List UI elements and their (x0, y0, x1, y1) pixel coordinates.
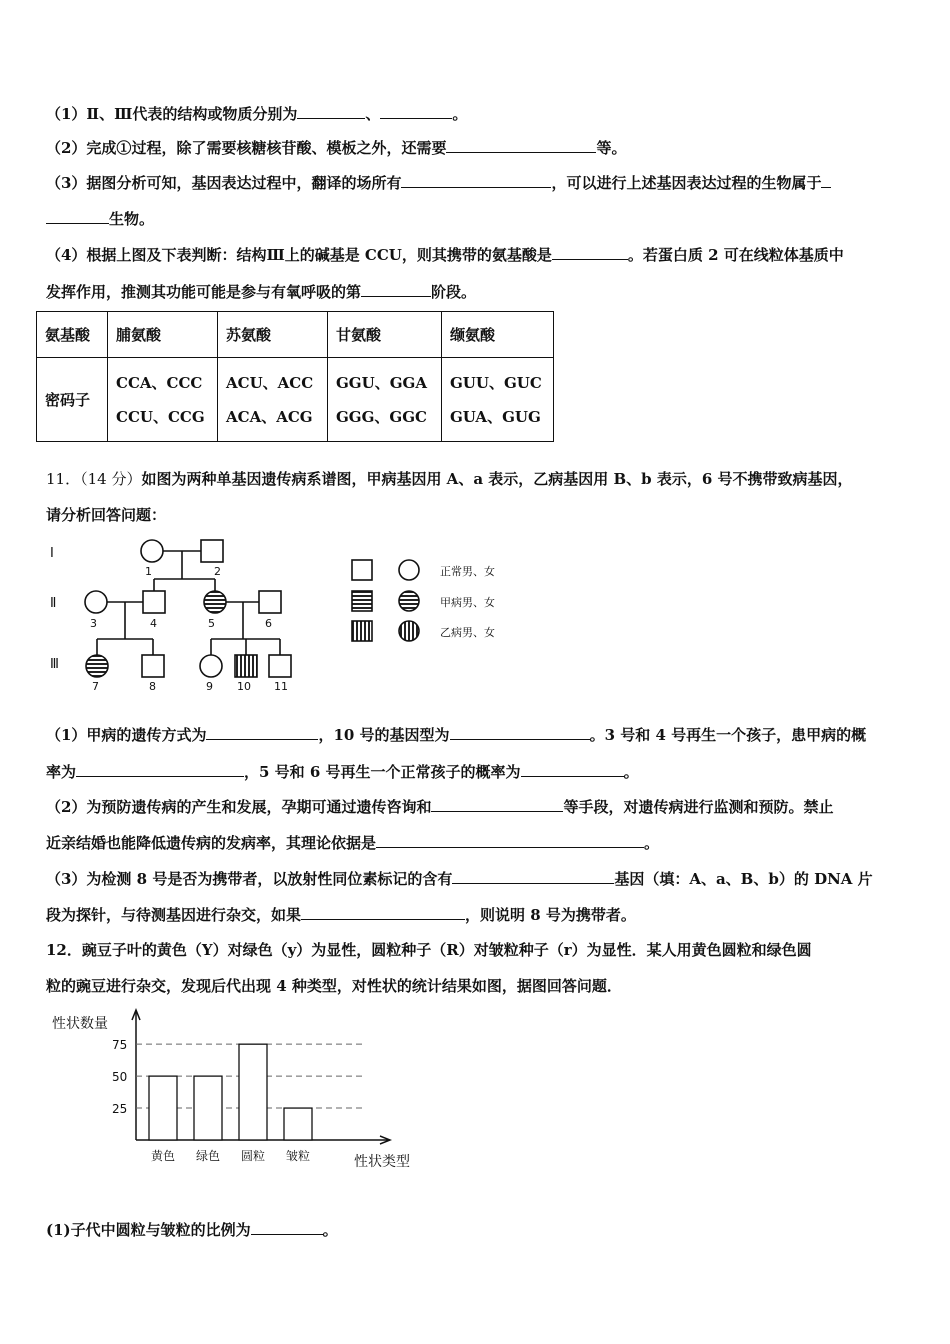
individual-1 (141, 540, 163, 562)
x-tick-label-黄色: 黄色 (150, 1149, 176, 1163)
svg-text:2: 2 (214, 565, 221, 578)
q11-part2: （2）为预防遗传病的产生和发展，孕期可通过遗传咨询和 等手段，对遗传病进行监测和预防。禁止 (46, 798, 834, 816)
svg-text:4: 4 (150, 617, 157, 630)
answer-blank[interactable] (46, 208, 109, 224)
legend-disease-a-female (399, 591, 419, 611)
svg-text:5: 5 (208, 617, 215, 630)
legend-normal-male (352, 560, 372, 580)
pedigree-figure (40, 535, 540, 695)
q11-part1-cont: 率为 ，5 号和 6 号再生一个正常孩子的概率为 。 (46, 763, 639, 781)
individual-9 (200, 655, 222, 677)
legend-disease-b-male (352, 621, 372, 641)
q12-intro-cont: 粒的豌豆进行杂交，发现后代出现 4 种类型，对性状的统计结果如图，据图回答问题． (46, 977, 622, 995)
answer-blank[interactable] (76, 761, 244, 777)
svg-text:11: 11 (274, 680, 288, 693)
answer-blank[interactable] (251, 1219, 323, 1235)
x-tick-label-绿色: 绿色 (195, 1149, 221, 1163)
answer-blank[interactable] (452, 868, 614, 884)
chart-ylabel: 性状数量 (52, 1016, 108, 1032)
y-tick-label-50: 50 (112, 1070, 128, 1085)
q10-part3-cont: 生物。 (46, 208, 154, 229)
bar-圆粒 (239, 1044, 267, 1140)
chart-xlabel: 性状类型 (354, 1154, 410, 1170)
trait-bar-chart (40, 1008, 440, 1178)
codon-table (36, 311, 554, 442)
q11-intro-cont: 请分析回答问题： (46, 506, 167, 524)
q11-part3: （3）为检测 8 号是否为携带者，以放射性同位素标记的含有 基因（填：A、a、B、b）的 DNA 片 (46, 870, 873, 888)
gen-label-1: Ⅰ (50, 546, 54, 561)
answer-blank[interactable] (361, 281, 431, 297)
bar-黄色 (149, 1076, 177, 1140)
answer-blank[interactable] (301, 904, 465, 920)
legend-disease-b-label: 乙病男、女 (440, 626, 495, 639)
individual-6 (259, 591, 281, 613)
legend-disease-a-male (352, 591, 372, 611)
table-row-head: 氨基酸 (37, 312, 108, 358)
q10-part4-cont: 发挥作用，推测其功能可能是参与有氧呼吸的第 阶段。 (46, 283, 477, 301)
q10-part3: （3）据图分析可知，基因表达过程中，翻译的场所有 ，可以进行上述基因表达过程的生物属于 (46, 172, 831, 193)
legend-disease-a-label: 甲病男、女 (440, 596, 495, 609)
codons-1: CCA、CCC CCU、CCG (108, 358, 218, 442)
q10-part4: （4）根据上图及下表判断：结构Ⅲ上的碱基是 CCU，则其携带的氨基酸是 。若蛋白质 2 可在线粒体基质中 (46, 246, 844, 264)
q11-part3-cont: 段为探针，与待测基因进行杂交，如果 ，则说明 8 号为携带者。 (46, 906, 636, 924)
q11-part1: （1）甲病的遗传方式为 ，10 号的基因型为 。3 号和 4 号再生一个孩子，患甲病的概 (46, 726, 867, 744)
svg-text:9: 9 (206, 680, 213, 693)
table-row-body: 密码子 (37, 358, 108, 442)
legend-normal-label: 正常男、女 (440, 565, 495, 578)
codons-4: GUU、GUC GUA、GUG (442, 358, 554, 442)
x-tick-label-皱粒: 皱粒 (285, 1149, 311, 1163)
answer-blank[interactable] (431, 796, 563, 812)
legend-normal-female (399, 560, 419, 580)
q10-part1: （1）Ⅱ、Ⅲ代表的结构或物质分别为 、 。 (46, 105, 468, 123)
answer-blank[interactable] (380, 103, 452, 119)
amino-acid-4: 缬氨酸 (442, 312, 554, 358)
svg-text:10: 10 (237, 680, 251, 693)
individual-7 (86, 655, 108, 677)
svg-text:6: 6 (265, 617, 272, 630)
svg-text:3: 3 (90, 617, 97, 630)
gen-label-3: Ⅲ (50, 657, 59, 672)
q10-part2: （2）完成①过程，除了需要核糖核苷酸、模板之外，还需要 等。 (46, 139, 627, 157)
codons-3: GGU、GGA GGG、GGC (328, 358, 442, 442)
q11-intro: 11．（14 分）如图为两种单基因遗传病系谱图，甲病基因用 A、a 表示，乙病基因用 B、b 表示，6 号不携带致病基因， (46, 470, 853, 488)
individual-8 (142, 655, 164, 677)
answer-blank[interactable] (450, 724, 590, 740)
bar-皱粒 (284, 1108, 312, 1140)
svg-text:7: 7 (92, 680, 99, 693)
bar-绿色 (194, 1076, 222, 1140)
codons-2: ACU、ACC ACA、ACG (218, 358, 328, 442)
individual-3 (85, 591, 107, 613)
legend-disease-b-female (399, 621, 419, 641)
q11-part2-cont: 近亲结婚也能降低遗传病的发病率，其理论依据是 。 (46, 834, 660, 852)
q12-intro: 12．豌豆子叶的黄色（Y）对绿色（y）为显性，圆粒种子（R）对皱粒种子（r）为显性．某人用黄色圆粒和绿色圆 (46, 941, 812, 959)
amino-acid-1: 脯氨酸 (108, 312, 218, 358)
x-tick-label-圆粒: 圆粒 (240, 1149, 266, 1163)
svg-text:1: 1 (145, 565, 152, 578)
svg-text:8: 8 (149, 680, 156, 693)
individual-2 (201, 540, 223, 562)
amino-acid-3: 甘氨酸 (328, 312, 442, 358)
answer-blank[interactable] (401, 172, 551, 188)
answer-blank[interactable] (821, 172, 831, 188)
answer-blank[interactable] (552, 244, 628, 260)
individual-4 (143, 591, 165, 613)
individual-5 (204, 591, 226, 613)
answer-blank[interactable] (206, 724, 318, 740)
q12-part1: (1)子代中圆粒与皱粒的比例为 。 (46, 1221, 338, 1239)
y-tick-label-25: 25 (112, 1102, 128, 1117)
individual-10 (235, 655, 257, 677)
answer-blank[interactable] (297, 103, 365, 119)
answer-blank[interactable] (446, 137, 596, 153)
amino-acid-2: 苏氨酸 (218, 312, 328, 358)
individual-11 (269, 655, 291, 677)
answer-blank[interactable] (521, 761, 624, 777)
answer-blank[interactable] (376, 832, 644, 848)
y-tick-label-75: 75 (112, 1038, 128, 1053)
gen-label-2: Ⅱ (50, 596, 57, 611)
